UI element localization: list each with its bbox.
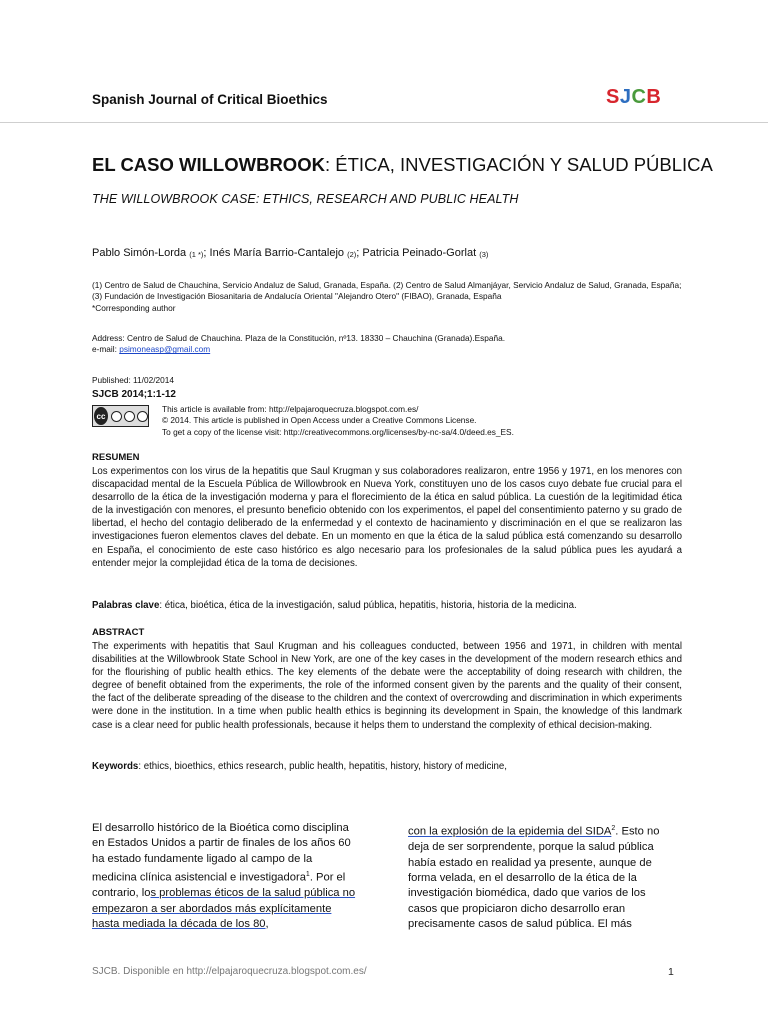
keywords-label: Keywords	[92, 761, 139, 772]
article-title-rest: : ÉTICA, INVESTIGACIÓN Y SALUD PÚBLICA	[324, 154, 713, 175]
cc-icon: cc	[94, 407, 108, 425]
body-column-right	[408, 821, 676, 933]
author-name: Pablo Simón-Lorda	[92, 247, 187, 259]
license-line: This article is available from: http://elpajaroquecruza.blogspot.com.es/	[162, 404, 419, 414]
palabras-clave	[92, 600, 577, 611]
license-line: To get a copy of the license visit: http://creativecommons.org/licenses/by-nc-sa/4.0/deed.es_ES.	[162, 426, 514, 437]
logo-letter-c: C	[631, 86, 647, 108]
author-list	[92, 247, 488, 259]
author-ref: (2)	[347, 250, 357, 259]
email-label: e-mail:	[92, 344, 120, 355]
author-ref: (1 *)	[189, 250, 204, 259]
nc-icon	[124, 411, 135, 422]
corresponding-author-note: *Corresponding author	[92, 302, 176, 313]
author-name: Patricia Peinado-Gorlat	[362, 247, 477, 259]
palabras-clave-list: : ética, bioética, ética de la investigación, salud pública, hepatitis, historia, historia de la medicina.	[159, 600, 577, 611]
resumen-text: Los experimentos con los virus de la hepatitis que Saul Krugman y sus colaboradores realizaron, entre 1956 y 1971, en los menores con discapacidad mental de la Escuela Pública de Willowbrook en Nueva York, constituyen uno de los casos cuyo debate fue crucial para el desarrollo de la ética de la investigación moderna y para el florecimiento de la ética en salud pública. La cuestión de la legitimidad ética de la investigación con menores, el presunto beneficio obtenido con los experimentos, el papel del consentimiento paterno y su grado de libertad, el hecho del contagio deliberado de la enfermedad y el contexto de hacinamiento y discriminación en el que se realizaron las investigaciones fueron elementos claves del debate. En un momento en que la ética de la salud pública está comenzando su desarrollo en España, el conocimiento de este caso histórico es algo necesario para los profesionales de la salud pública pues les ayudará a entender mejor la complejidad ética de la toma de decisiones.	[92, 466, 682, 569]
journal-logo	[606, 86, 661, 109]
citation: SJCB 2014;1:1-12	[92, 389, 176, 400]
author-sep: ;	[356, 247, 360, 259]
palabras-clave-label: Palabras clave	[92, 600, 160, 611]
body-column-left	[92, 821, 360, 933]
article-subtitle: THE WILLOWBROOK CASE: ETHICS, RESEARCH AND PUBLIC HEALTH	[92, 192, 519, 206]
abstract-heading: ABSTRACT	[92, 627, 145, 638]
article-title-main: EL CASO WILLOWBROOK	[92, 154, 325, 175]
abstract-text: The experiments with hepatitis that Saul Krugman and his colleagues conducted, between 1956 and 1971, in children with mental disabilities at the Willowbrook State School in New York, are one of the key cases in the development of the modern research ethics and for the flourishing of public health ethics. The key elements of the debate were the acceptability of doing research with children, the degree of benefit obtained from the experiments, the role of the informed consent given by the parents and the quality of their consent, the fact of the deliberate spreading of the disease to the children and the context of overcrowding and discrimination in which experiments were done in the institution. In a time when public health ethics is beginning its development in Spain, the knowledge of this landmark case is a clear need for public health professionals, because it helps them to understand the complexity of ethical decision-making.	[92, 641, 682, 731]
sa-icon	[137, 411, 148, 422]
body-text: ,	[265, 918, 269, 931]
license-icons	[111, 411, 148, 422]
highlighted-text: con la explosión de la epidemia del SIDA	[408, 825, 612, 838]
logo-letter-b: B	[646, 86, 662, 108]
resumen-heading: RESUMEN	[92, 452, 140, 463]
contact-block	[92, 333, 682, 356]
affiliation-text: (1) Centro de Salud de Chauchina, Servicio Andaluz de Salud, Granada, España. (2) Centro de Salud Almanjáyar, Servicio Andaluz de Salud, Granada, España; (3) Fundación de Investigación Biosanitaria de Andalucía Oriental "Alejandro Otero" (FIBAO), Granada, España	[92, 280, 682, 302]
creative-commons-badge[interactable]	[92, 405, 149, 427]
email-link[interactable]: psimoneasp@gmail.com	[119, 344, 211, 355]
body-text: . Por el contrario, lo	[92, 871, 346, 900]
by-icon	[111, 411, 122, 422]
footer-source: SJCB. Disponible en http://elpajaroquecruza.blogspot.com.es/	[92, 966, 367, 977]
journal-name: Spanish Journal of Critical Bioethics	[92, 92, 328, 107]
logo-letter-s: S	[606, 86, 620, 108]
logo-letter-j: J	[619, 86, 632, 108]
affiliations	[92, 280, 682, 314]
author-sep: ;	[203, 247, 207, 259]
footnote-ref: 1	[305, 871, 310, 879]
body-text: . Esto no deja de ser sorprendente, porque la salud pública había estado en realidad ya presente, aunque de forma velada, en el desarrollo de la ética de la investigación biomédica, dado que varios de los casos que propiciaron dicho desarrollo eran precisamente casos de salud pública. El más	[408, 825, 660, 931]
header-divider	[0, 122, 768, 123]
page-number: 1	[668, 966, 674, 978]
article-title	[92, 154, 713, 176]
author-name: Inés María Barrio-Cantalejo	[209, 247, 345, 259]
footnote-ref: 2	[611, 825, 616, 832]
keywords	[92, 761, 507, 772]
body-text: El desarrollo histórico de la Bioética como disciplina en Estados Unidos a partir de finales de los años 60 ha estado fundamente ligado al campo de la medicina clínica asistencial e investigadora	[92, 822, 351, 884]
published-date: Published: 11/02/2014	[92, 375, 174, 385]
license-info	[162, 404, 682, 438]
postal-address: Address: Centro de Salud de Chauchina. Plaza de la Constitución, nº13. 18330 – Chauchina (Granada).España.	[92, 333, 506, 343]
keywords-list: : ethics, bioethics, ethics research, public health, hepatitis, history, history of medicine,	[138, 761, 507, 772]
highlighted-text: s problemas éticos de la salud pública no empezaron a ser abordados más explícitamente hasta mediada la década de los 80	[92, 887, 356, 931]
license-line: © 2014. This article is published in Open Access under a Creative Commons License.	[162, 415, 477, 426]
author-ref: (3)	[479, 250, 489, 259]
email-line	[92, 344, 682, 355]
